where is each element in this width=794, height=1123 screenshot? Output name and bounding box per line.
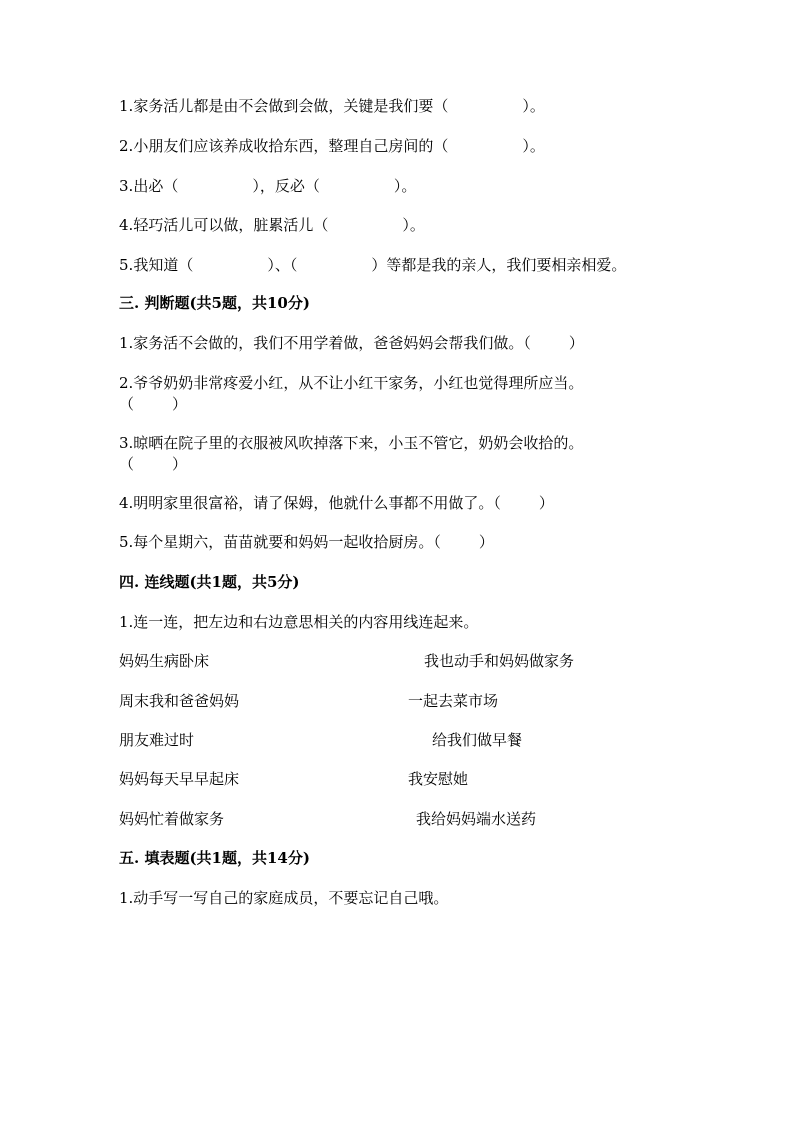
table-instruction: 1.动手写一写自己的家庭成员，不要忘记自己哦。 — [119, 889, 449, 907]
match-left-item[interactable]: 妈妈每天早早起床 — [119, 770, 240, 788]
item-number: 5. — [119, 256, 134, 274]
match-left-item[interactable]: 妈妈生病卧床 — [119, 652, 210, 670]
item-text: 轻巧活儿可以做，脏累活儿（ — [133, 216, 329, 234]
item-number: 2. — [119, 137, 134, 155]
item-text: 3.晾晒在院子里的衣服被风吹掉落下来，小玉不管它，奶奶会收拾的。 — [119, 434, 584, 452]
judgment-item-2-answer — [119, 394, 187, 414]
item-text: 2.爷爷奶奶非常疼爱小红，从不让小红干家务，小红也觉得理所应当。 — [119, 374, 584, 392]
fill-blank-item-4 — [119, 215, 425, 235]
item-text-end: ） — [172, 395, 188, 413]
match-left-item[interactable]: 妈妈忙着做家务 — [119, 810, 225, 828]
item-text: 家务活儿都是由不会做到会做，关键是我们要（ — [133, 97, 449, 115]
judgment-item-3-answer — [119, 454, 187, 474]
item-text: 小朋友们应该养成收拾东西，整理自己房间的（ — [133, 137, 449, 155]
judgment-item-4 — [119, 493, 554, 513]
match-left-item[interactable]: 周末我和爸爸妈妈 — [119, 692, 240, 710]
item-text: 出必（ — [133, 177, 179, 195]
match-right-item[interactable]: 我给妈妈端水送药 — [416, 810, 537, 828]
item-number: 3. — [119, 177, 134, 195]
item-text-end: ）。 — [402, 216, 425, 234]
match-right-item[interactable]: 我安慰她 — [408, 770, 469, 788]
fill-blank-item-1 — [119, 96, 545, 116]
fill-blank-item-5 — [119, 255, 626, 275]
item-text: 1.家务活不会做的，我们不用学着做，爸爸妈妈会帮我们做。（ — [119, 334, 531, 352]
judgment-item-1 — [119, 333, 584, 353]
item-text-mid: ）、（ — [267, 256, 298, 274]
item-text-end: ） — [478, 533, 494, 551]
item-text-end: ）等都是我的亲人，我们要相亲相爱。 — [371, 256, 627, 274]
match-right-item[interactable]: 给我们做早餐 — [432, 731, 523, 749]
item-number: 4. — [119, 216, 134, 234]
item-text: 我知道（ — [133, 256, 194, 274]
matching-instruction: 1.连一连，把左边和右边意思相关的内容用线连起来。 — [119, 613, 479, 631]
fill-blank-item-2 — [119, 136, 545, 156]
item-text-end: ） — [568, 334, 584, 352]
item-text-end: ）。 — [522, 137, 545, 155]
match-left-item[interactable]: 朋友难过时 — [119, 731, 195, 749]
item-text: 4.明明家里很富裕，请了保姆，他就什么事都不用做了。（ — [119, 494, 501, 512]
item-text: （ — [119, 455, 135, 473]
item-text-end: ） — [172, 455, 188, 473]
match-right-item[interactable]: 我也动手和妈妈做家务 — [424, 652, 575, 670]
judgment-item-3 — [119, 433, 583, 453]
item-text-end: ）。 — [522, 97, 545, 115]
match-right-item[interactable]: 一起去菜市场 — [408, 692, 499, 710]
judgment-item-5 — [119, 532, 494, 552]
item-text-mid: ），反必（ — [252, 177, 320, 195]
item-text: 5.每个星期六，苗苗就要和妈妈一起收拾厨房。（ — [119, 533, 441, 551]
item-text: （ — [119, 395, 135, 413]
judgment-item-2 — [119, 373, 583, 393]
item-text-end: ） — [538, 494, 554, 512]
section-heading-matching: 四. 连线题(共1题，共5分) — [119, 573, 300, 591]
item-text-end: ）。 — [393, 177, 417, 195]
section-heading-table: 五. 填表题(共1题，共14分) — [119, 849, 310, 867]
item-number: 1. — [119, 97, 134, 115]
section-heading-judgment: 三. 判断题(共5题，共10分) — [119, 294, 310, 312]
fill-blank-item-3 — [119, 176, 416, 196]
